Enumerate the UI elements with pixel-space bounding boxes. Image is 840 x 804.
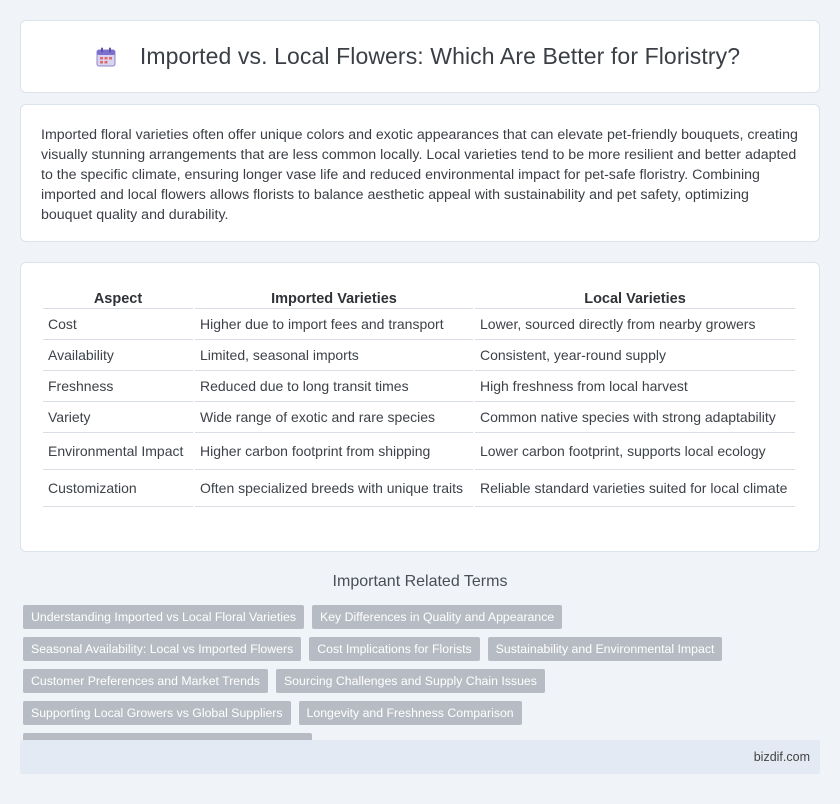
table-cell: Limited, seasonal imports [195,340,473,371]
table-cell: Freshness [43,371,193,402]
table-row [43,402,795,433]
column-header-aspect: Aspect [43,283,193,309]
column-header-local: Local Varieties [475,283,795,309]
table-row [43,470,795,507]
table-cell: Higher carbon footprint from shipping [195,433,473,470]
term-tag[interactable]: Understanding Imported vs Local Floral Varieties [23,605,304,629]
intro-paragraph: Imported floral varieties often offer unique colors and exotic appearances that can elevate pet-friendly bouquets, creating visually stunning arrangements that are less common locally. Local varieties tend to be more resilient and better adapted to the specific climate, ensuring longer vase life and reduced environmental impact for pet-safe floristry. Combining imported and local flowers allows florists to balance aesthetic appeal with sustainability and pet safety, optimizing bouquet quality and durability. [41,127,798,223]
intro-card [20,104,820,242]
table-row [43,433,795,470]
calendar-icon [94,45,118,69]
comparison-table [41,283,797,507]
related-terms-list [23,605,813,757]
table-cell: Cost [43,309,193,340]
column-header-imported: Imported Varieties [195,283,473,309]
term-tag[interactable]: Customer Preferences and Market Trends [23,669,268,693]
footer [20,740,820,774]
header-card [20,20,820,93]
footer-brand[interactable]: bizdif.com [753,750,810,764]
term-tag[interactable]: Sustainability and Environmental Impact [488,637,723,661]
table-cell: Availability [43,340,193,371]
term-tag[interactable]: Cost Implications for Florists [309,637,479,661]
related-terms-title: Important Related Terms [332,573,508,590]
term-tag[interactable]: Sourcing Challenges and Supply Chain Issues [276,669,545,693]
table-cell: Often specialized breeds with unique traits [195,470,473,507]
table-row [43,371,795,402]
table-cell: Reliable standard varieties suited for local climate [475,470,795,507]
page-title: Imported vs. Local Flowers: Which Are Better for Floristry? [139,43,741,69]
table-cell: Common native species with strong adaptability [475,402,795,433]
table-row [43,340,795,371]
table-cell: Higher due to import fees and transport [195,309,473,340]
term-tag[interactable]: Key Differences in Quality and Appearance [312,605,562,629]
term-tag[interactable]: Seasonal Availability: Local vs Imported Flowers [23,637,301,661]
table-cell: Lower, sourced directly from nearby growers [475,309,795,340]
table-cell: Consistent, year-round supply [475,340,795,371]
table-cell: Environmental Impact [43,433,193,470]
term-tag[interactable]: Longevity and Freshness Comparison [299,701,522,725]
table-cell: Lower carbon footprint, supports local ecology [475,433,795,470]
table-cell: Reduced due to long transit times [195,371,473,402]
table-row [43,309,795,340]
table-cell: Customization [43,470,193,507]
term-tag[interactable]: Supporting Local Growers vs Global Suppliers [23,701,291,725]
table-cell: Wide range of exotic and rare species [195,402,473,433]
comparison-table-card [20,262,820,552]
table-cell: Variety [43,402,193,433]
table-cell: High freshness from local harvest [475,371,795,402]
